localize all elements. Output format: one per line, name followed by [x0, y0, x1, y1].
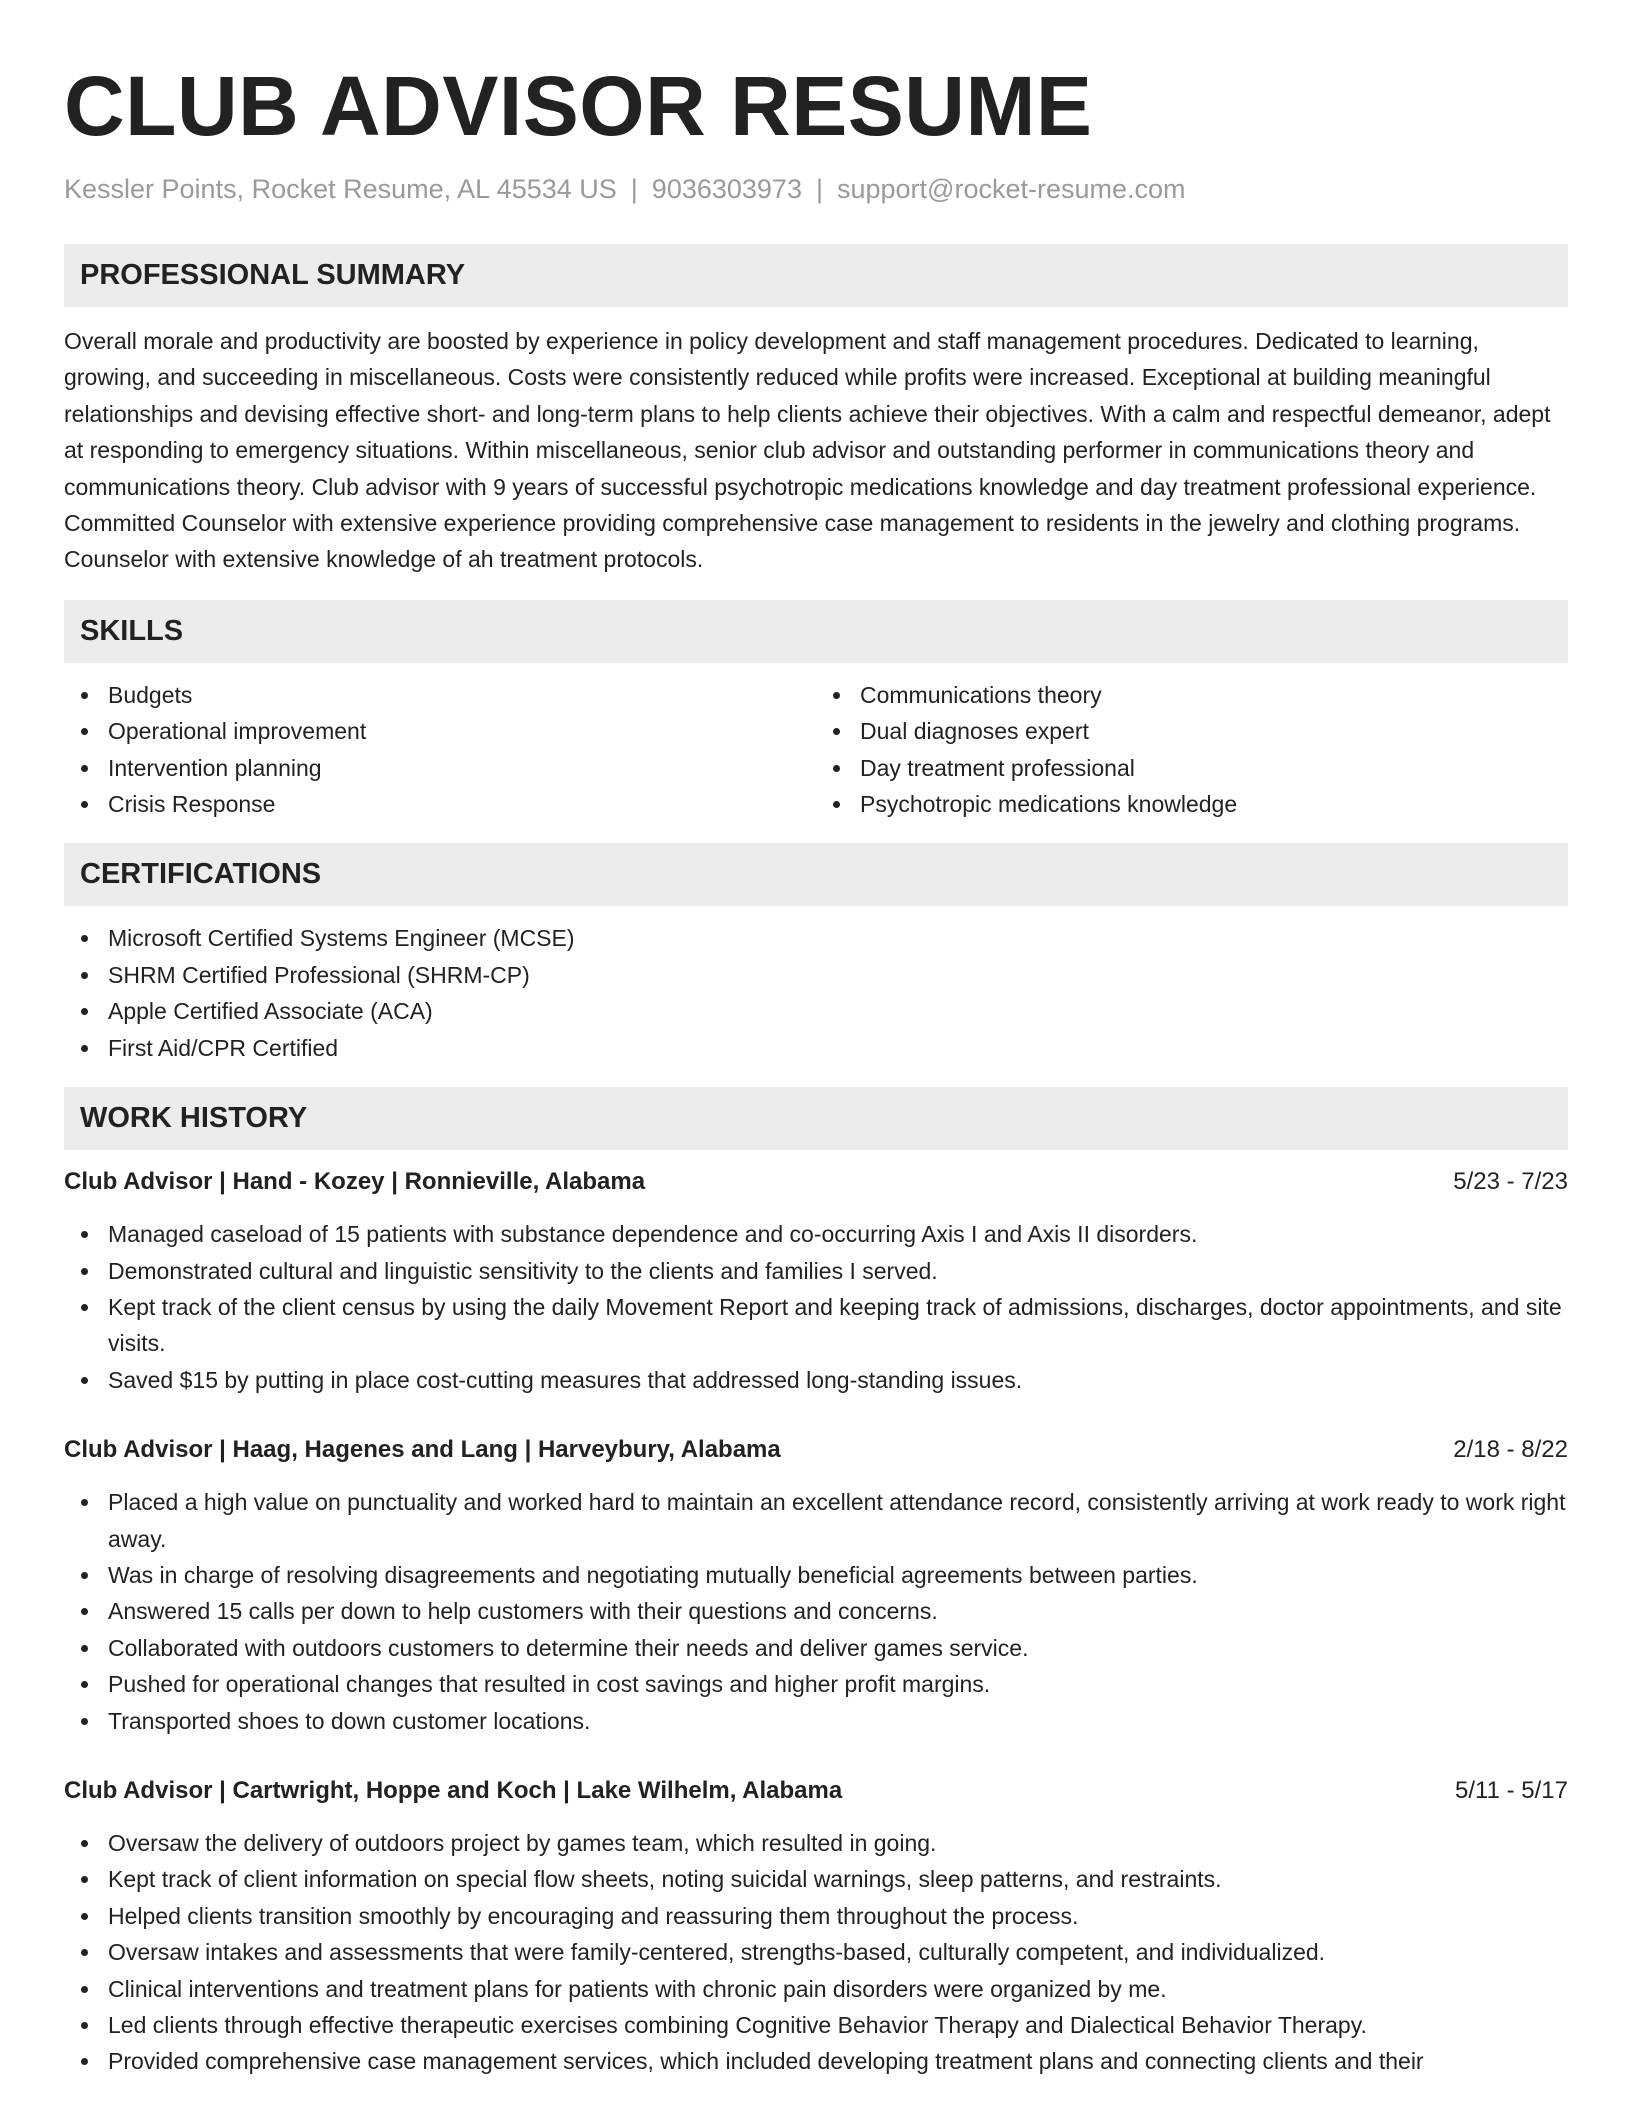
job-bullet: Oversaw intakes and assessments that were family-centered, strengths-based, culturally competent, and individualized.: [64, 1934, 1568, 1970]
skill-item: Intervention planning: [64, 750, 816, 786]
certification-item: Microsoft Certified Systems Engineer (MCSE): [64, 920, 1568, 956]
job-bullets: [64, 1484, 1568, 1739]
job-heading: Club Advisor | Cartwright, Hoppe and Koch | Lake Wilhelm, Alabama: [64, 1776, 843, 1804]
skills-column-left: [64, 677, 816, 823]
job-bullets: [64, 1825, 1568, 2080]
job-bullet: Kept track of client information on special flow sheets, noting suicidal warnings, sleep patterns, and restraints.: [64, 1861, 1568, 1897]
job-entry: [64, 1432, 1568, 1739]
job-header: [64, 1773, 1568, 1809]
skills-list: [64, 663, 1568, 823]
certification-item: First Aid/CPR Certified: [64, 1030, 1568, 1066]
job-entry: [64, 1164, 1568, 1398]
job-bullet: Managed caseload of 15 patients with substance dependence and co-occurring Axis I and Axis II disorders.: [64, 1216, 1568, 1252]
job-header: [64, 1432, 1568, 1468]
job-bullet: Collaborated with outdoors customers to determine their needs and deliver games service.: [64, 1630, 1568, 1666]
contact-line: [64, 172, 1568, 206]
section-header-work-history: WORK HISTORY: [64, 1087, 1568, 1150]
job-dates: 5/11 - 5/17: [1455, 1776, 1568, 1804]
job-dates: 5/23 - 7/23: [1453, 1168, 1568, 1196]
skill-item: Dual diagnoses expert: [816, 713, 1568, 749]
job-bullet: Saved $15 by putting in place cost-cutting measures that addressed long-standing issues.: [64, 1362, 1568, 1398]
contact-address: Kessler Points, Rocket Resume, AL 45534 US: [64, 174, 617, 204]
section-header-skills: SKILLS: [64, 600, 1568, 663]
job-bullet: Pushed for operational changes that resulted in cost savings and higher profit margins.: [64, 1666, 1568, 1702]
contact-email: support@rocket-resume.com: [836, 174, 1186, 204]
job-bullet: Helped clients transition smoothly by encouraging and reassuring them throughout the process.: [64, 1898, 1568, 1934]
job-bullet: Provided comprehensive case management services, which included developing treatment plans and connecting clients and their: [64, 2043, 1568, 2079]
skill-item: Day treatment professional: [816, 750, 1568, 786]
skill-item: Budgets: [64, 677, 816, 713]
certification-item: Apple Certified Associate (ACA): [64, 993, 1568, 1029]
job-bullet: Transported shoes to down customer locations.: [64, 1703, 1568, 1739]
job-heading: Club Advisor | Haag, Hagenes and Lang | Harveybury, Alabama: [64, 1436, 781, 1464]
skill-item: Crisis Response: [64, 786, 816, 822]
job-bullet: Was in charge of resolving disagreements and negotiating mutually beneficial agreements between parties.: [64, 1557, 1568, 1593]
job-dates: 2/18 - 8/22: [1453, 1436, 1568, 1464]
contact-phone: 9036303973: [651, 174, 802, 204]
summary-text: Overall morale and productivity are boosted by experience in policy development and staff management procedures. Dedicated to learning, growing, and succeeding in miscellaneous. Costs were consistently reduced while profits were increased. Exceptional at building meaningful relationships and devising effective short- and long-term plans to help clients achieve their objectives. With a calm and respectful demeanor, adept at responding to emergency situations. Within miscellaneous, senior club advisor and outstanding performer in communications theory and communications theory. Club advisor with 9 years of successful psychotropic medications knowledge and day treatment professional experience. Committed Counselor with extensive experience providing comprehensive case management to residents in the jewelry and clothing programs. Counselor with extensive knowledge of ah treatment protocols.: [64, 328, 1551, 573]
job-heading: Club Advisor | Hand - Kozey | Ronnieville, Alabama: [64, 1168, 646, 1196]
job-bullet: Demonstrated cultural and linguistic sensitivity to the clients and families I served.: [64, 1253, 1568, 1289]
job-bullet: Placed a high value on punctuality and worked hard to maintain an excellent attendance record, consistently arriving at work ready to work right away.: [64, 1484, 1568, 1557]
contact-separator: |: [815, 174, 823, 204]
job-header: [64, 1164, 1568, 1200]
job-bullet: Oversaw the delivery of outdoors project by games team, which resulted in going.: [64, 1825, 1568, 1861]
resume-title: CLUB ADVISOR RESUME: [64, 59, 1093, 153]
job-bullet: Led clients through effective therapeutic exercises combining Cognitive Behavior Therapy and Dialectical Behavior Therapy.: [64, 2007, 1568, 2043]
job-bullet: Answered 15 calls per down to help customers with their questions and concerns.: [64, 1593, 1568, 1629]
skill-item: Communications theory: [816, 677, 1568, 713]
section-header-summary: PROFESSIONAL SUMMARY: [64, 244, 1568, 307]
job-bullet: Kept track of the client census by using the daily Movement Report and keeping track of admissions, discharges, doctor appointments, and site visits.: [64, 1289, 1568, 1362]
contact-separator: |: [630, 174, 638, 204]
job-entry: [64, 1773, 1568, 2080]
certifications-list: [64, 920, 1568, 1066]
job-bullet: Clinical interventions and treatment plans for patients with chronic pain disorders were organized by me.: [64, 1971, 1568, 2007]
skill-item: Psychotropic medications knowledge: [816, 786, 1568, 822]
skill-item: Operational improvement: [64, 713, 816, 749]
skills-column-right: [816, 677, 1568, 823]
section-header-certifications: CERTIFICATIONS: [64, 843, 1568, 906]
certification-item: SHRM Certified Professional (SHRM-CP): [64, 957, 1568, 993]
job-bullets: [64, 1216, 1568, 1398]
